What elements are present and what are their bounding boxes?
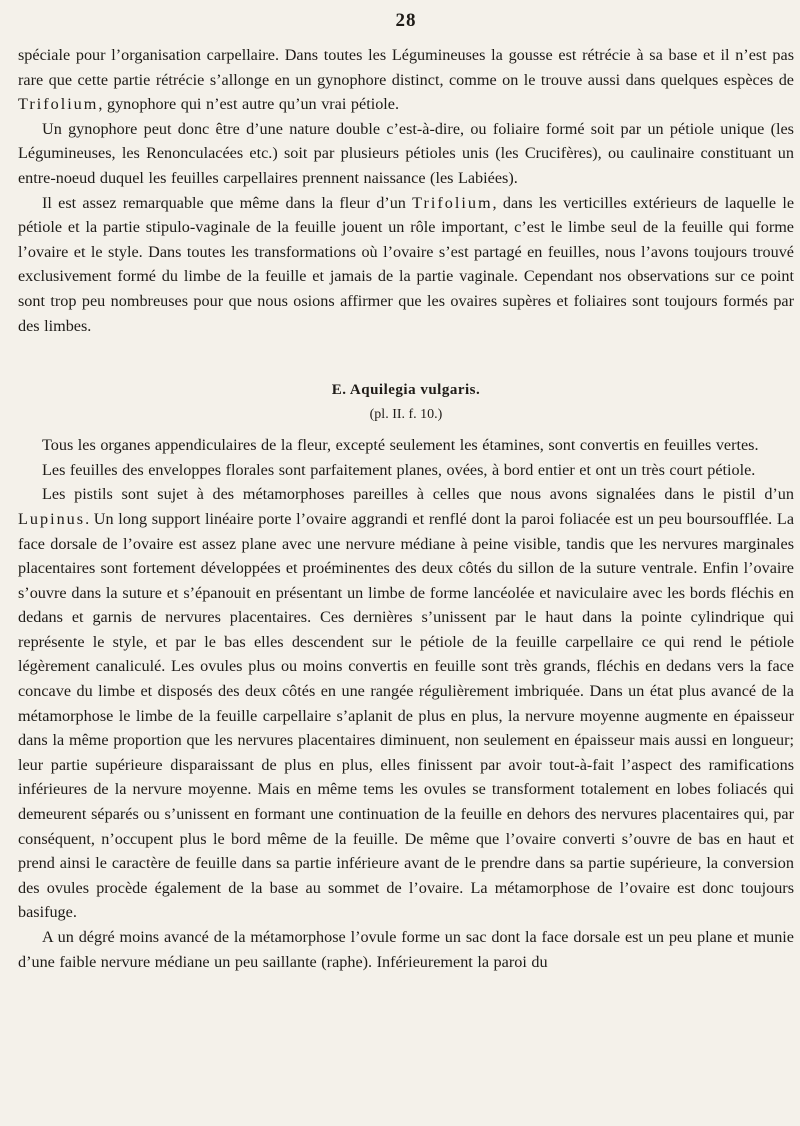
paragraph-1-text-b: , gynophore qui n’est autre qu’un vrai pétiole. xyxy=(98,95,400,114)
paragraph-7: A un dégré moins avancé de la métamorphose l’ovule forme un sac dont la face dorsale est un peu plane et munie d’une faible nervure médiane un peu saillante (raphe). Inférieurement la paroi du xyxy=(18,928,794,971)
paragraph-3 xyxy=(18,191,794,339)
paragraph-6-text-b: . Un long support linéaire porte l’ovaire aggrandi et renflé dont la paroi foliacée est un peu boursoufflée. La face dorsale de l’ovaire est assez plane avec une nervure médiane à peine visible, tandis que les nervures marginales placentaires sont fortement développées et proéminentes des deux côtés du sillon de la suture ventrale. Enfin l’ovaire s’ouvre dans la suture et s’épanouit en présentant un limbe de forme lancéolée et naviculaire avec les bords fléchis en dedans et garnis de nervures placentaires. Ces dernières s’unissent par le haut dans la pointe cylindrique qui représente le style, et par le bas elles descendent sur le pétiole de la feuille carpellaire ce qui rend le pétiole légèrement canaliculé. Les ovules plus ou moins convertis en feuille sont très grands, fléchis en dedans vers la face concave du limbe et disposés des deux côtés en une rangée régulièrement imbriquée. Dans un état plus avancé de la métamorphose le limbe de la feuille carpellaire s’aplanit de plus en plus, la nervure moyenne augmente en épaisseur dans la même proportion que les nervures placentaires diminuent, non seulement en épaisseur mais aussi en longueur; leur partie supérieure disparaissant de plus en plus, elles finissent par avoir tout-à-fait l’aspect des ramifications inférieures de la nervure moyenne. Mais en même tems les ovules se transforment totalement en lobes foliacés qui demeurent séparés ou s’unissent en formant une continuation de la feuille en dehors des nervures placentaires qui, par conséquent, n’occupent plus le bord même de la feuille. De même que l’ovaire converti s’ouvre de bas en haut et prend ainsi le caractère de feuille dans sa partie inférieure avant de le prendre dans sa partie supérieure, la conversion des ovules procède également de la base au sommet de l’ovaire. La métamorphose de l’ovaire est donc toujours basifuge. xyxy=(18,509,794,922)
genus-trifolium-2: Trifolium xyxy=(412,193,493,212)
page-number: 28 xyxy=(395,10,417,31)
section-title: E. Aquilegia vulgaris. xyxy=(331,382,481,399)
genus-trifolium: Trifolium xyxy=(18,95,99,114)
genus-lupinus: Lupinus xyxy=(18,509,86,528)
paragraph-1-text-a: spéciale pour l’organisation carpellaire. Dans toutes les Légumineuses la gousse est rétrécie à sa base et il n’est pas rare que cette partie rétrécie s’allonge en un gynophore distinct, comme on le trouve aussi dans quelques espèces de xyxy=(18,46,794,89)
paragraph-5: Les feuilles des enveloppes florales sont parfaitement planes, ovées, à bord entier et ont un très court pétiole. xyxy=(42,460,756,479)
paragraph-6 xyxy=(18,482,794,925)
paragraph-6-text-a: Les pistils sont sujet à des métamorphoses pareilles à celles que nous avons signalées dans le pistil d’un xyxy=(42,485,794,504)
paragraph-4: Tous les organes appendiculaires de la fleur, excepté seulement les étamines, sont convertis en feuilles vertes. xyxy=(42,436,759,455)
plate-reference: (pl. II. f. 10.) xyxy=(369,407,443,423)
page xyxy=(18,10,794,974)
paragraph-1 xyxy=(18,43,794,117)
paragraph-2: Un gynophore peut donc être d’une nature double c’est-à-dire, ou foliaire formé soit par un pétiole unique (les Légumineuses, les Renonculacées etc.) soit par plusieurs pétioles unis (les Crucifères), ou caulinaire constituant un entre-noeud duquel les feuilles carpellaires prennent naissance (les Labiées). xyxy=(18,119,794,187)
paragraph-3-text-b: , dans les verticilles extérieurs de laquelle le pétiole et la partie stipulo-vaginale de la feuille jouent un rôle important, c’est le limbe seul de la feuille qui forme l’ovaire et le style. Dans toutes les transformations où l’ovaire s’est partagé en feuilles, nous l’avons toujours trouvé exclusivement formé du limbe de la feuille et jamais de la partie vaginale. Cependant nos observations sur ce point sont trop peu nombreuses pour que nous osions affirmer que les ovaires supères et foliaires sont toujours formés par des limbes. xyxy=(18,193,795,335)
paragraph-3-text-a: Il est assez remarquable que même dans la fleur d’un xyxy=(42,193,413,212)
